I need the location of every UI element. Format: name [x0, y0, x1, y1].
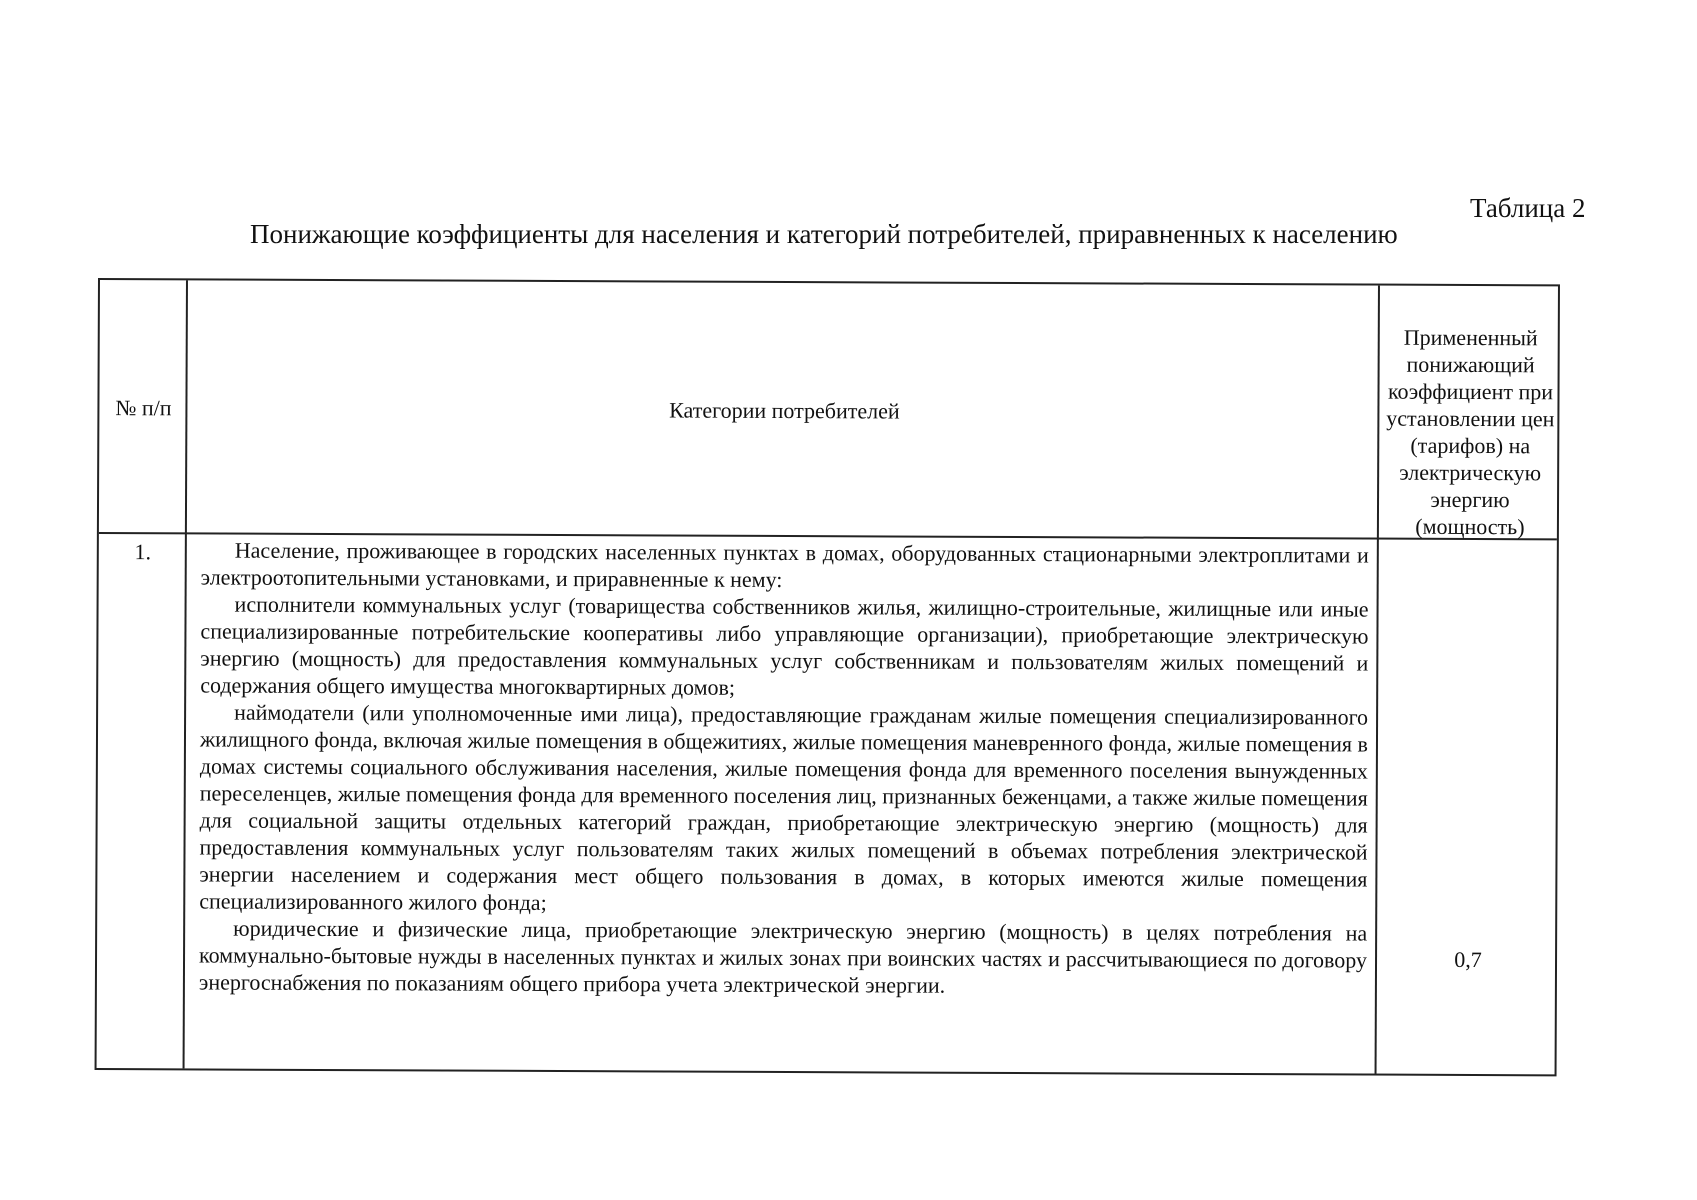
category-paragraph: наймодатели (или уполномоченные ими лица), предоставляющие гражданам жилые помещения специализированного жилищного фонда, включая жилые помещения в общежитиях, жилые помещения маневренного фонда, жилые помещения в домах системы социального обслуживания населения, жилые помещения фонда для временного поселения вынужденных переселенцев, жилые помещения фонда для временного поселения лиц, признанных беженцами, а также жилые помещения для социальной защиты отдельных категорий граждан, приобретающие электрическую энергию (мощность) для предоставления коммунальных услуг пользователям таких жилых помещений в объемах потребления электрической энергии населением и содержания мест общего пользования в домах, в которых имеются жилые помещения специализированного жилого фонда; [199, 699, 1369, 915]
table-title: Понижающие коэффициенты для населения и категорий потребителей, приравненных к населению [250, 219, 1398, 249]
header-number: № п/п [115, 394, 172, 420]
header-coefficient: Примененный понижающий коэффициент при установлении цен (тарифов) на электрическую энергию (мощность) [1386, 324, 1555, 540]
category-paragraph: юридические и физические лица, приобретающие электрическую энергию (мощность) в целях потребления на коммунально-бытовые нужды в населенных пунктах и жилых зонах при воинских частях и рассчитывающиеся по договору энергоснабжения по показаниям общего прибора учета электрической энергии. [198, 915, 1368, 998]
table-number: Таблица 2 [1470, 193, 1586, 223]
row-number: 1. [134, 539, 152, 565]
header-category: Категории потребителей [669, 396, 900, 423]
row-coefficient-value: 0,7 [1454, 946, 1482, 973]
category-paragraph: Население, проживающее в городских населенных пунктах в домах, оборудованных стационарными электроплитами и электроотопительными установками, и приравненные к нему: [200, 537, 1369, 592]
row-category-text [199, 536, 1369, 1000]
category-paragraph: исполнители коммунальных услуг (товарищества собственников жилья, жилищно-строительные, жилищные или иные специализированные потребительские кооперативы либо управляющие организации), приобретающие электрическую энергию (мощность) для предоставления коммунальных услуг собственникам и пользователям жилых помещений и содержания общего имущества многоквартирных домов; [200, 591, 1369, 700]
coefficients-table [95, 278, 1560, 1076]
